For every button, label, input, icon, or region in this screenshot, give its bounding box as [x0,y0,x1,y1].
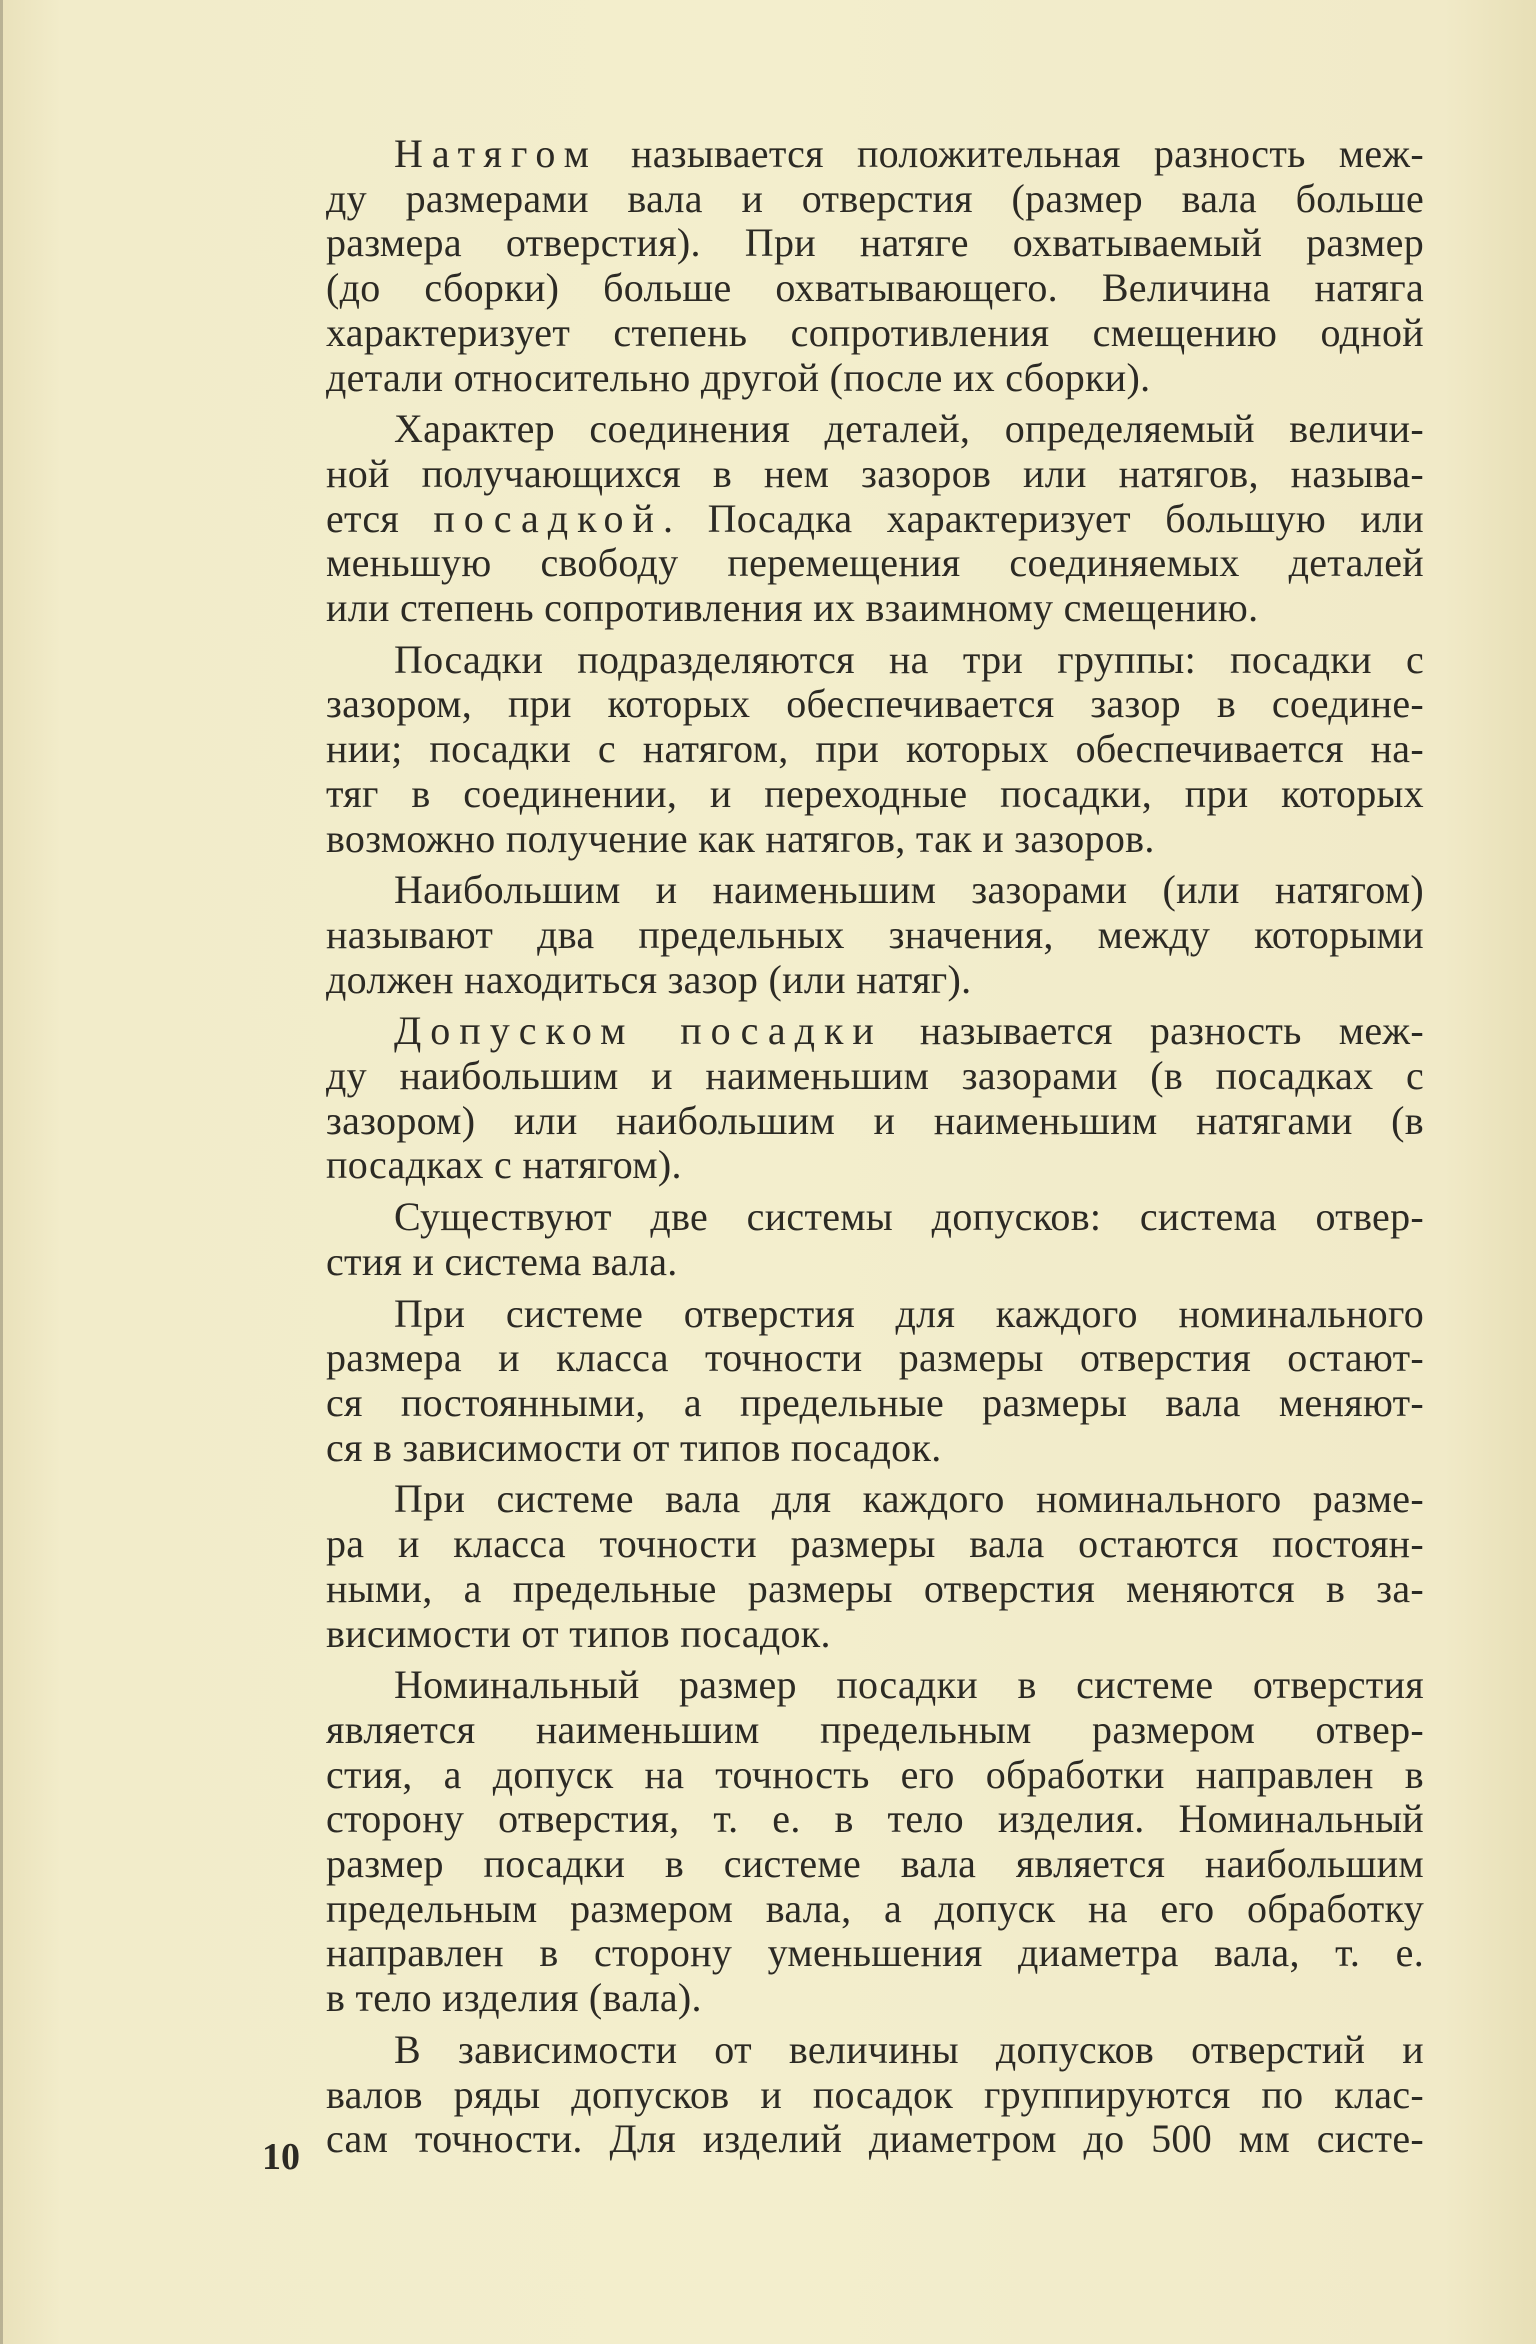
line-prefix: ется [326,495,434,541]
text-line: Посадки подразделяются на три группы: посадки с [394,636,1424,682]
page-number: 10 [262,2136,300,2178]
text-line [258,1009,1424,1054]
text-line: возможно получение как натягов, так и зазоров. [326,815,1155,861]
text-line [258,132,1424,177]
defined-term: Натягом [394,131,598,176]
text-line: детали относительно другой (после их сборки). [326,354,1151,400]
text-line: ной получающихся в нем зазоров или натягов, называ- [326,450,1424,496]
text-line: размера и класса точности размеры отверстия остают- [326,1335,1424,1381]
text-line: валов ряды допусков и посадок группируются по клас- [326,2071,1424,2117]
text-line: предельным размером вала, а допуск на его обработку [326,1885,1424,1931]
text-line: размер посадки в системе вала является наибольшим [326,1841,1424,1887]
text-line: ду размерами вала и отверстия (размер вала больше [326,175,1424,221]
text-line: называют два предельных значения, между которыми [326,911,1424,957]
line-rest: называется положительная разность меж- [597,131,1424,176]
text-line: ными, а предельные размеры отверстия меняются в за- [326,1565,1424,1611]
page-left-edge [0,0,3,2344]
paragraph [258,2028,1424,2162]
text-line: Наибольшим и наименьшим зазорами (или натягом) [394,867,1424,913]
paragraph [258,638,1424,862]
line-rest: называется разность меж- [882,1008,1424,1054]
text-line: направлен в сторону уменьшения диаметра вала, т. е. [326,1930,1424,1976]
text-line: нии; посадки с натягом, при которых обеспечивается на- [326,726,1424,772]
text-line: меньшую свободу перемещения соединяемых деталей [326,540,1424,586]
text-line: сам точности. Для изделий диаметром до 500 мм систе- [326,2116,1424,2162]
text-line: (до сборки) больше охватывающего. Величина натяга [326,265,1424,311]
text-line: посадках с натягом). [326,1142,682,1188]
text-line: должен находиться зазор (или натяг). [326,956,972,1002]
text-line [258,497,1424,542]
line-rest: . Посадка характеризует большую или [662,495,1424,541]
text-line: ду наибольшим и наименьшим зазорами (в посадках с [326,1053,1424,1099]
text-line: Существуют две системы допусков: система отвер- [394,1194,1424,1240]
text-line: в тело изделия (вала). [326,1975,702,2021]
paragraph [258,1292,1424,1471]
text-line: ра и класса точности размеры вала остаются постоян- [326,1521,1424,1567]
defined-term: посадкой [433,495,663,541]
text-line: В зависимости от величины допусков отверстий и [394,2026,1424,2072]
text-line: или степень сопротивления их взаимному смещению. [326,585,1259,631]
body-text [258,132,1424,2169]
paragraph [258,1477,1424,1656]
text-line: сторону отверстия, т. е. в тело изделия. Номинальный [326,1796,1424,1842]
defined-term: Допуском посадки [394,1008,883,1054]
paragraph [258,132,1424,400]
text-line: Номинальный размер посадки в системе отверстия [394,1662,1424,1708]
text-line: При системе вала для каждого номинального разме- [394,1476,1424,1522]
text-line: стия, а допуск на точность его обработки направлен в [326,1751,1424,1797]
paragraph [258,1009,1424,1188]
text-line: является наименьшим предельным размером отвер- [326,1706,1424,1752]
text-line: характеризует степень сопротивления смещению одной [326,309,1424,355]
paragraph [258,407,1424,631]
text-line: размера отверстия). При натяге охватываемый размер [326,220,1424,266]
paragraph [258,868,1424,1002]
text-line: зазором, при которых обеспечивается зазор в соедине- [326,681,1424,727]
text-line: Характер соединения деталей, определяемый величи- [394,406,1424,452]
text-line: При системе отверстия для каждого номинального [394,1290,1424,1336]
paragraph [258,1663,1424,2021]
paragraph [258,1195,1424,1284]
text-line: стия и система вала. [326,1238,678,1284]
text-line: зазором) или наибольшим и наименьшим натягами (в [326,1097,1424,1143]
text-line: тяг в соединении, и переходные посадки, при которых [326,770,1424,816]
text-line: ся в зависимости от типов посадок. [326,1424,942,1470]
text-line: висимости от типов посадок. [326,1610,831,1656]
text-line: ся постоянными, а предельные размеры вала меняют- [326,1379,1424,1425]
